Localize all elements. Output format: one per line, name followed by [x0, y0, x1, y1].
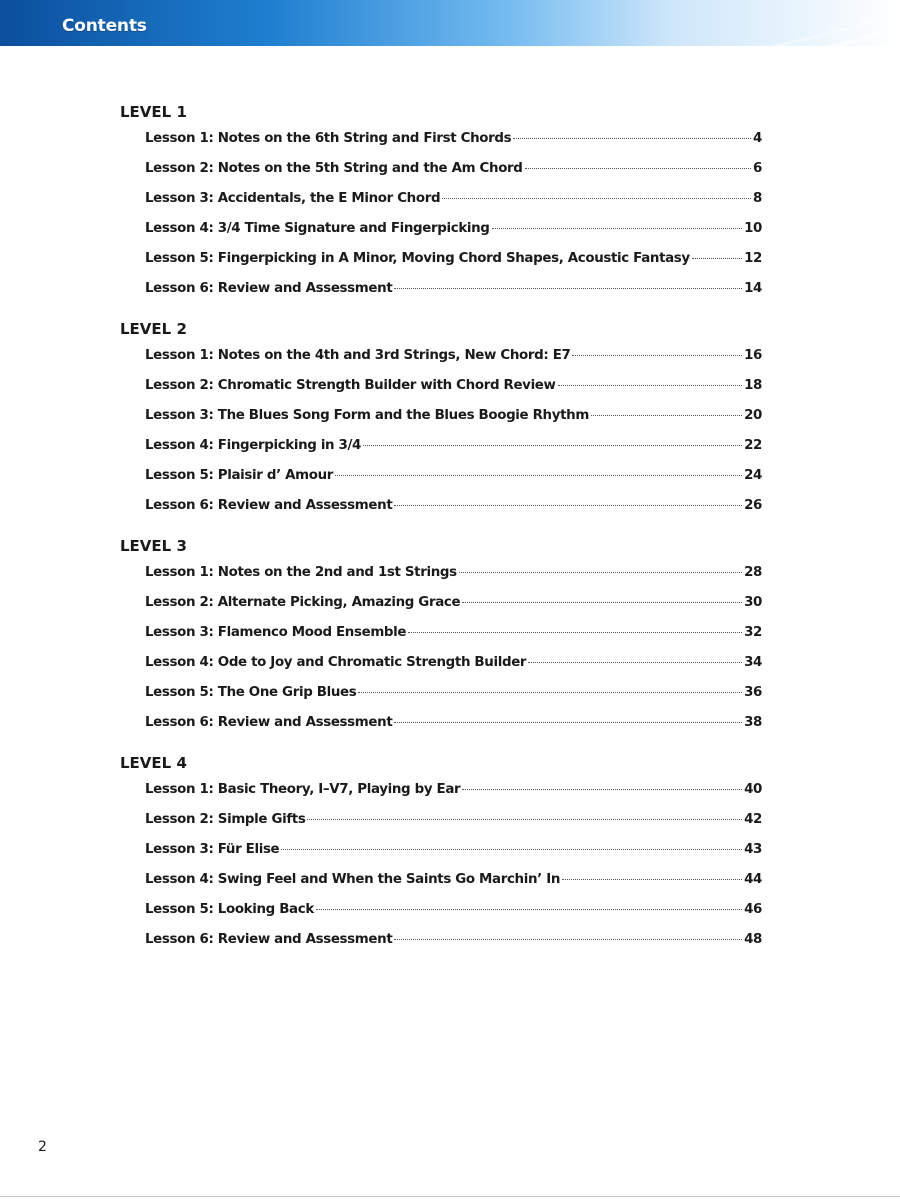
- dot-leader: [394, 721, 742, 723]
- dot-leader: [513, 137, 751, 139]
- dot-leader: [394, 938, 742, 940]
- toc-entry-page: 46: [744, 902, 762, 917]
- toc-entry-title: Lesson 1: Notes on the 6th String and First Chords: [145, 131, 512, 146]
- toc-entry[interactable]: [145, 341, 762, 371]
- toc-entry[interactable]: [145, 491, 762, 521]
- toc-entry-title: Lesson 3: Flamenco Mood Ensemble: [145, 625, 407, 640]
- toc-entry-title: Lesson 2: Alternate Picking, Amazing Grace: [145, 595, 461, 610]
- toc-entry-page: 18: [744, 378, 762, 393]
- toc-entry-page: 14: [744, 281, 762, 296]
- toc-entry[interactable]: [145, 895, 762, 925]
- toc-entry-title: Lesson 4: 3/4 Time Signature and Fingerpicking: [145, 221, 490, 236]
- dot-leader: [394, 287, 742, 289]
- toc-entry[interactable]: [145, 618, 762, 648]
- toc-entry-page: 30: [744, 595, 762, 610]
- dot-leader: [492, 227, 743, 229]
- toc-entry[interactable]: [145, 401, 762, 431]
- toc-entry-page: 28: [744, 565, 762, 580]
- toc-entry-page: 36: [744, 685, 762, 700]
- toc-entry-title: Lesson 4: Ode to Joy and Chromatic Strength Builder: [145, 655, 527, 670]
- level-heading: LEVEL 2: [120, 320, 187, 338]
- toc-entry-title: Lesson 5: Looking Back: [145, 902, 314, 917]
- dot-leader: [572, 354, 742, 356]
- toc-entry-page: 44: [744, 872, 762, 887]
- toc-entry-page: 10: [744, 221, 762, 236]
- dot-leader: [591, 414, 742, 416]
- dot-leader: [462, 601, 742, 603]
- toc-entry[interactable]: [145, 244, 762, 274]
- dot-leader: [408, 631, 742, 633]
- toc-level-1: [120, 100, 762, 304]
- toc-entry[interactable]: [145, 588, 762, 618]
- toc-entry-page: 32: [744, 625, 762, 640]
- toc-entry-title: Lesson 6: Review and Assessment: [145, 498, 393, 513]
- toc-entry-title: Lesson 5: The One Grip Blues: [145, 685, 357, 700]
- toc-entry[interactable]: [145, 461, 762, 491]
- toc-entry-title: Lesson 1: Notes on the 2nd and 1st Strings: [145, 565, 457, 580]
- level-heading: LEVEL 3: [120, 537, 187, 555]
- dot-leader: [363, 444, 742, 446]
- toc-entry-title: Lesson 1: Basic Theory, I–V7, Playing by Ear: [145, 782, 461, 797]
- table-of-contents: [120, 96, 762, 955]
- header-banner: [0, 0, 900, 46]
- dot-leader: [525, 167, 752, 169]
- toc-entry[interactable]: [145, 708, 762, 738]
- toc-entry-title: Lesson 2: Chromatic Strength Builder with Chord Review: [145, 378, 556, 393]
- toc-entry-page: 40: [744, 782, 762, 797]
- toc-entry[interactable]: [145, 124, 762, 154]
- dot-leader: [316, 908, 742, 910]
- dot-leader: [562, 878, 742, 880]
- toc-level-4: [120, 751, 762, 955]
- toc-entry-page: 43: [744, 842, 762, 857]
- toc-entry-title: Lesson 2: Simple Gifts: [145, 812, 306, 827]
- page-bottom-edge: [0, 1196, 900, 1201]
- page-title: Contents: [62, 16, 147, 36]
- toc-entry-title: Lesson 2: Notes on the 5th String and the Am Chord: [145, 161, 523, 176]
- toc-entry-page: 34: [744, 655, 762, 670]
- toc-entry-page: 22: [744, 438, 762, 453]
- toc-level-2: [120, 317, 762, 521]
- toc-entry[interactable]: [145, 371, 762, 401]
- toc-entry-title: Lesson 3: The Blues Song Form and the Blues Boogie Rhythm: [145, 408, 589, 423]
- toc-entry-title: Lesson 6: Review and Assessment: [145, 932, 393, 947]
- toc-entry-title: Lesson 3: Accidentals, the E Minor Chord: [145, 191, 441, 206]
- toc-entry-page: 4: [753, 131, 762, 146]
- dot-leader: [528, 661, 742, 663]
- toc-entry-page: 38: [744, 715, 762, 730]
- toc-entry-title: Lesson 4: Fingerpicking in 3/4: [145, 438, 362, 453]
- toc-entry-title: Lesson 4: Swing Feel and When the Saints Go Marchin’ In: [145, 872, 561, 887]
- dot-leader: [394, 504, 742, 506]
- dot-leader: [459, 571, 742, 573]
- dot-leader: [558, 384, 743, 386]
- toc-entry[interactable]: [145, 805, 762, 835]
- toc-entry[interactable]: [145, 678, 762, 708]
- dot-leader: [281, 848, 742, 850]
- toc-entry-page: 26: [744, 498, 762, 513]
- dot-leader: [462, 788, 742, 790]
- toc-entry-title: Lesson 3: Für Elise: [145, 842, 280, 857]
- toc-entry[interactable]: [145, 154, 762, 184]
- toc-entry-title: Lesson 1: Notes on the 4th and 3rd Strings, New Chord: E7: [145, 348, 571, 363]
- toc-entry-title: Lesson 6: Review and Assessment: [145, 715, 393, 730]
- toc-entry[interactable]: [145, 214, 762, 244]
- dot-leader: [307, 818, 742, 820]
- toc-entry[interactable]: [145, 835, 762, 865]
- toc-level-3: [120, 534, 762, 738]
- toc-entry[interactable]: [145, 925, 762, 955]
- level-heading: LEVEL 4: [120, 754, 187, 772]
- toc-entry-page: 20: [744, 408, 762, 423]
- toc-entry[interactable]: [145, 775, 762, 805]
- level-heading: LEVEL 1: [120, 103, 187, 121]
- toc-entry-title: Lesson 5: Plaisir d’ Amour: [145, 468, 334, 483]
- toc-entry[interactable]: [145, 648, 762, 678]
- dot-leader: [692, 257, 742, 259]
- page-number: 2: [38, 1139, 47, 1155]
- toc-entry-page: 16: [744, 348, 762, 363]
- toc-entry[interactable]: [145, 274, 762, 304]
- toc-entry-page: 12: [744, 251, 762, 266]
- toc-entry[interactable]: [145, 865, 762, 895]
- toc-entry-title: Lesson 6: Review and Assessment: [145, 281, 393, 296]
- toc-entry-page: 24: [744, 468, 762, 483]
- dot-leader: [442, 197, 751, 199]
- toc-entry-title: Lesson 5: Fingerpicking in A Minor, Moving Chord Shapes, Acoustic Fantasy: [145, 251, 690, 266]
- toc-entry[interactable]: [145, 558, 762, 588]
- toc-entry[interactable]: [145, 431, 762, 461]
- toc-entry-page: 42: [744, 812, 762, 827]
- toc-entry-page: 48: [744, 932, 762, 947]
- toc-entry[interactable]: [145, 184, 762, 214]
- dot-leader: [335, 474, 742, 476]
- toc-entry-page: 8: [753, 191, 762, 206]
- dot-leader: [358, 691, 742, 693]
- toc-entry-page: 6: [753, 161, 762, 176]
